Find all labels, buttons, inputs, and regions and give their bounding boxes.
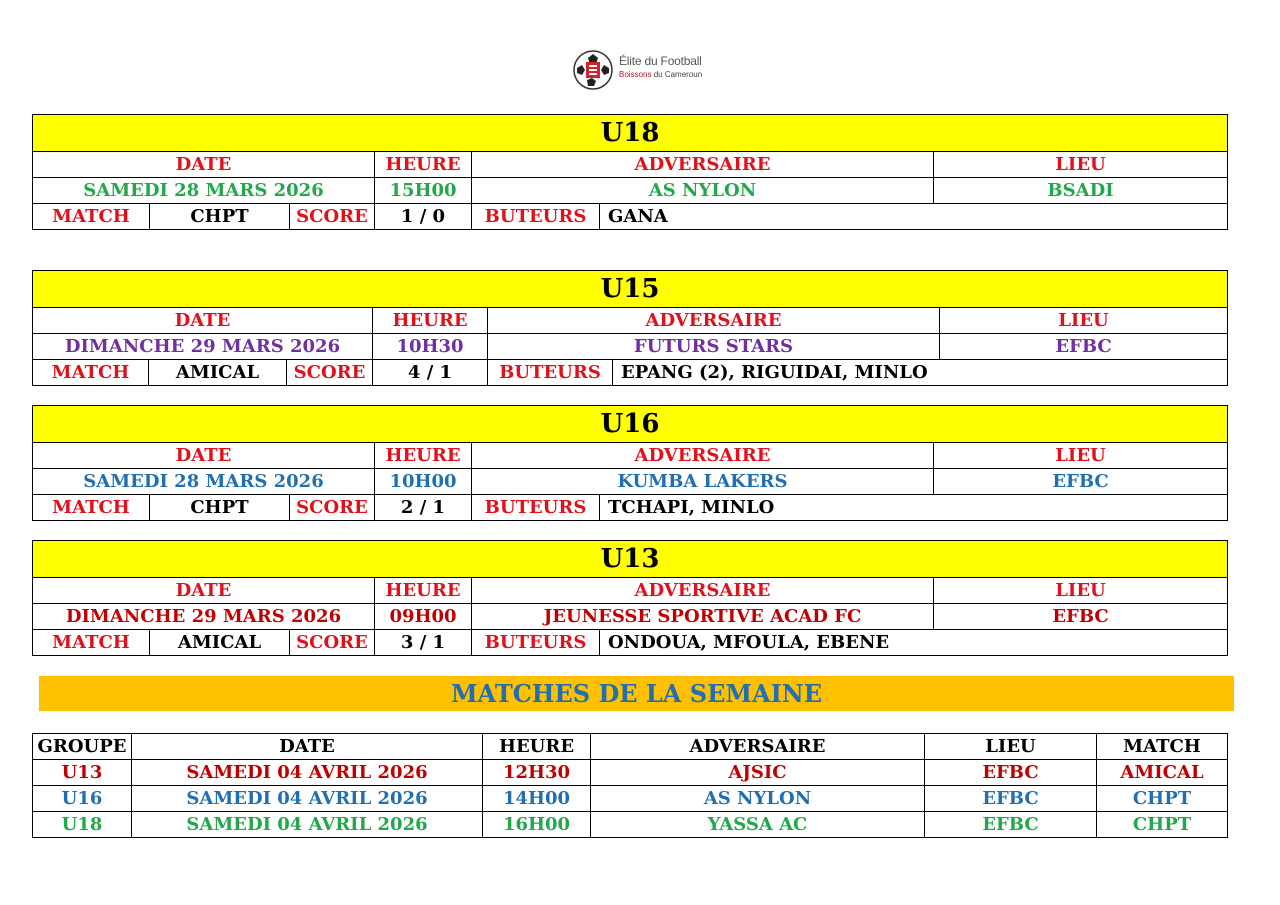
week-row-date: SAMEDI 04 AVRIL 2026 xyxy=(132,812,483,838)
week-row-heure: 14H00 xyxy=(483,786,591,812)
u13-adversaire-header: ADVERSAIRE xyxy=(472,578,934,604)
u18-buteurs: GANA xyxy=(600,204,1228,230)
u15-buteurs: EPANG (2), RIGUIDAI, MINLO xyxy=(613,360,1228,386)
week-row-lieu: EFBC xyxy=(925,760,1097,786)
u15-lieu-header: LIEU xyxy=(940,308,1228,334)
u15-date: DIMANCHE 29 MARS 2026 xyxy=(33,334,373,360)
u15-heure-header: HEURE xyxy=(373,308,488,334)
u16-heure-header: HEURE xyxy=(375,443,472,469)
week-row-adversaire: AJSIC xyxy=(591,760,925,786)
u13-heure: 09H00 xyxy=(375,604,472,630)
u18-title: U18 xyxy=(33,115,1228,152)
u15-score: 4 / 1 xyxy=(373,360,488,386)
u16-date: SAMEDI 28 MARS 2026 xyxy=(33,469,375,495)
logo-title: Élite du Football xyxy=(619,54,702,68)
u13-table xyxy=(32,540,1228,656)
u13-date-header: DATE xyxy=(33,578,375,604)
u18-date: SAMEDI 28 MARS 2026 xyxy=(33,178,375,204)
week-row-adversaire: AS NYLON xyxy=(591,786,925,812)
u18-lieu: BSADI xyxy=(934,178,1228,204)
u18-lieu-header: LIEU xyxy=(934,152,1228,178)
u15-buteurs-label: BUTEURS xyxy=(488,360,613,386)
week-row-groupe: U13 xyxy=(33,760,132,786)
u18-score-label: SCORE xyxy=(290,204,375,230)
week-lieu-header: LIEU xyxy=(925,734,1097,760)
u18-date-header: DATE xyxy=(33,152,375,178)
u15-table xyxy=(32,270,1228,386)
week-row-date: SAMEDI 04 AVRIL 2026 xyxy=(132,760,483,786)
week-groupe-header: GROUPE xyxy=(33,734,132,760)
u16-lieu: EFBC xyxy=(934,469,1228,495)
logo-subtitle-a: Boissons xyxy=(619,70,652,79)
table-row xyxy=(33,760,1228,786)
u13-lieu: EFBC xyxy=(934,604,1228,630)
u13-match: AMICAL xyxy=(150,630,290,656)
u18-table xyxy=(32,114,1228,230)
u13-score-label: SCORE xyxy=(290,630,375,656)
week-row-date: SAMEDI 04 AVRIL 2026 xyxy=(132,786,483,812)
week-row-match: CHPT xyxy=(1097,812,1228,838)
u15-match-label: MATCH xyxy=(33,360,149,386)
table-row xyxy=(33,786,1228,812)
week-adversaire-header: ADVERSAIRE xyxy=(591,734,925,760)
week-date-header: DATE xyxy=(132,734,483,760)
week-table xyxy=(32,733,1228,838)
u13-score: 3 / 1 xyxy=(375,630,472,656)
u15-lieu: EFBC xyxy=(940,334,1228,360)
football-crest-icon xyxy=(571,48,615,92)
u18-match-label: MATCH xyxy=(33,204,150,230)
u18-match: CHPT xyxy=(150,204,290,230)
u13-lieu-header: LIEU xyxy=(934,578,1228,604)
week-row-match: AMICAL xyxy=(1097,760,1228,786)
week-row-heure: 12H30 xyxy=(483,760,591,786)
week-row-lieu: EFBC xyxy=(925,786,1097,812)
u18-adversaire: AS NYLON xyxy=(472,178,934,204)
u13-adversaire: JEUNESSE SPORTIVE ACAD FC xyxy=(472,604,934,630)
u16-adversaire: KUMBA LAKERS xyxy=(472,469,934,495)
u16-buteurs: TCHAPI, MINLO xyxy=(600,495,1228,521)
u13-heure-header: HEURE xyxy=(375,578,472,604)
u13-buteurs: ONDOUA, MFOULA, EBENE xyxy=(600,630,1228,656)
u15-heure: 10H30 xyxy=(373,334,488,360)
u16-table xyxy=(32,405,1228,521)
u13-buteurs-label: BUTEURS xyxy=(472,630,600,656)
u13-match-label: MATCH xyxy=(33,630,150,656)
u18-score: 1 / 0 xyxy=(375,204,472,230)
u16-date-header: DATE xyxy=(33,443,375,469)
u18-buteurs-label: BUTEURS xyxy=(472,204,600,230)
u15-title: U15 xyxy=(33,271,1228,308)
logo-subtitle xyxy=(619,70,702,79)
week-row-lieu: EFBC xyxy=(925,812,1097,838)
u16-title: U16 xyxy=(33,406,1228,443)
u16-match-label: MATCH xyxy=(33,495,150,521)
club-logo xyxy=(571,48,721,94)
week-heure-header: HEURE xyxy=(483,734,591,760)
u18-heure-header: HEURE xyxy=(375,152,472,178)
u18-adversaire-header: ADVERSAIRE xyxy=(472,152,934,178)
u16-score-label: SCORE xyxy=(290,495,375,521)
table-row xyxy=(33,812,1228,838)
u16-lieu-header: LIEU xyxy=(934,443,1228,469)
week-match-header: MATCH xyxy=(1097,734,1228,760)
u15-score-label: SCORE xyxy=(287,360,373,386)
u16-score: 2 / 1 xyxy=(375,495,472,521)
u15-adversaire: FUTURS STARS xyxy=(488,334,940,360)
u16-match: CHPT xyxy=(150,495,290,521)
u15-adversaire-header: ADVERSAIRE xyxy=(488,308,940,334)
logo-subtitle-b: du Cameroun xyxy=(651,70,703,79)
u16-buteurs-label: BUTEURS xyxy=(472,495,600,521)
u13-date: DIMANCHE 29 MARS 2026 xyxy=(33,604,375,630)
week-row-heure: 16H00 xyxy=(483,812,591,838)
week-banner: MATCHES DE LA SEMAINE xyxy=(39,676,1234,711)
week-row-adversaire: YASSA AC xyxy=(591,812,925,838)
u15-match: AMICAL xyxy=(149,360,287,386)
week-row-groupe: U16 xyxy=(33,786,132,812)
u18-heure: 15H00 xyxy=(375,178,472,204)
week-row-match: CHPT xyxy=(1097,786,1228,812)
u15-date-header: DATE xyxy=(33,308,373,334)
u16-adversaire-header: ADVERSAIRE xyxy=(472,443,934,469)
week-row-groupe: U18 xyxy=(33,812,132,838)
u13-title: U13 xyxy=(33,541,1228,578)
u16-heure: 10H00 xyxy=(375,469,472,495)
